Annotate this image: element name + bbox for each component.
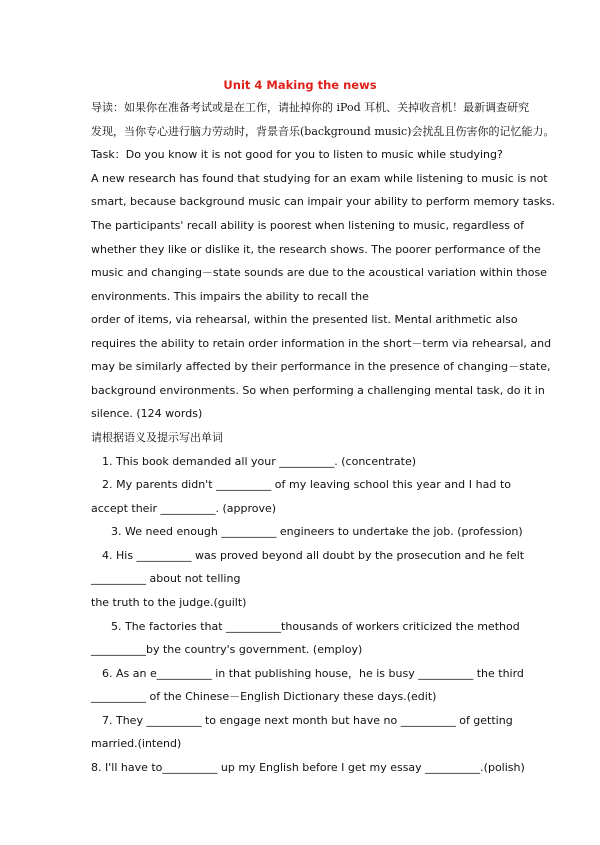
exercise-2-line-2: accept their __________. (approve) — [91, 502, 277, 515]
passage-line-9: may be similarly affected by their performance in the presence of changing－state, — [91, 360, 551, 373]
passage-line-7: order of items, via rehearsal, within the presented list. Mental arithmetic also — [91, 313, 518, 326]
passage-line-10: background environments. So when performing a challenging mental task, do it in — [91, 384, 545, 397]
exercise-6-line-2: __________ of the Chinese－English Dictionary these days.(edit) — [91, 690, 437, 703]
passage-line-11: silence. (124 words) — [91, 407, 203, 420]
exercise-6-line-1: 6. As an e__________ in that publishing house，he is busy __________ the third — [102, 667, 524, 680]
exercise-5-line-2: __________by the country's government. (employ) — [91, 643, 363, 656]
passage-line-3: The participants' recall ability is poorest when listening to music, regardless of — [91, 219, 525, 232]
intro-line-2: 发现，当你专心进行脑力劳动时，背景音乐(background music)会扰乱且伤害你的记忆能力。 — [91, 125, 555, 138]
exercise-2-line-1: 2. My parents didn't __________ of my leaving school this year and I had to — [102, 478, 511, 491]
page-title: Unit 4 Making the news — [223, 78, 377, 92]
exercise-instruction: 请根据语义及提示写出单词 — [91, 431, 223, 444]
passage-line-5: music and changing－state sounds are due to the acoustical variation within those — [91, 266, 547, 279]
passage-line-1: A new research has found that studying for an exam while listening to music is not — [91, 172, 548, 185]
exercise-8: 8. I'll have to__________ up my English before I get my essay __________.(polish) — [91, 761, 525, 774]
exercise-7-line-2: married.(intend) — [91, 737, 182, 750]
exercise-5-line-1: 5. The factories that __________thousands of workers criticized the method — [111, 620, 520, 633]
passage-line-2: smart, because background music can impair your ability to perform memory tasks. — [91, 195, 556, 208]
task-line: Task：Do you know it is not good for you to listen to music while studying? — [91, 148, 503, 161]
exercise-3: 3. We need enough __________ engineers to undertake the job. (profession) — [111, 525, 523, 538]
exercise-1: 1. This book demanded all your __________. (concentrate) — [102, 455, 417, 468]
passage-line-6: environments. This impairs the ability to recall the — [91, 290, 369, 303]
exercise-4-line-2: __________ about not telling — [91, 572, 241, 585]
passage-line-4: whether they like or dislike it, the research shows. The poorer performance of the — [91, 243, 541, 256]
exercise-4-line-1: 4. His __________ was proved beyond all doubt by the prosecution and he felt — [102, 549, 525, 562]
exercise-7-line-1: 7. They __________ to engage next month but have no __________ of getting — [102, 714, 513, 727]
exercise-4-line-3: the truth to the judge.(guilt) — [91, 596, 247, 609]
intro-line-1: 导读：如果你在准备考试或是在工作，请扯掉你的 iPod 耳机、关掉收音机！最新调查研究 — [91, 101, 530, 114]
passage-line-8: requires the ability to retain order information in the short－term via rehearsal, and — [91, 337, 552, 350]
